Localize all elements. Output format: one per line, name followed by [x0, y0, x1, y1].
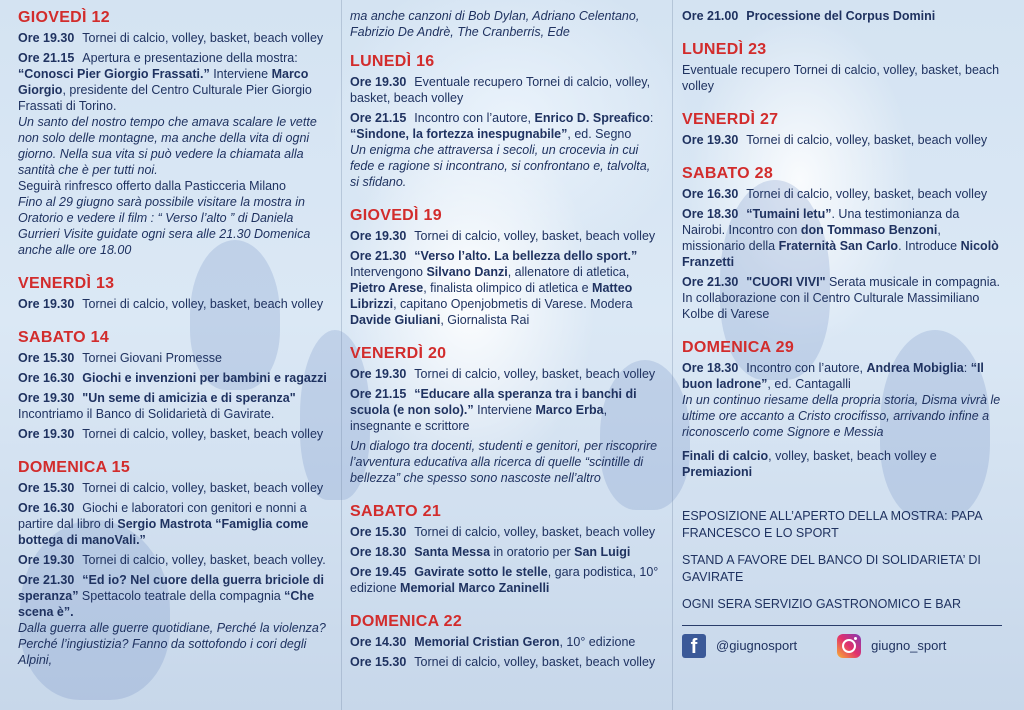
event-name: San Luigi — [574, 545, 631, 559]
event — [18, 390, 336, 422]
day-heading: SABATO 21 — [350, 503, 442, 520]
event-text: Tornei di calcio, volley, basket, beach volley — [414, 655, 656, 669]
event-text: , Giornalista Rai — [440, 313, 530, 327]
event-text: Eventuale recupero Tornei di calcio, volley, basket, beach volley — [682, 63, 1000, 93]
event — [18, 370, 336, 386]
event-title: “Tumaini letu” — [746, 207, 832, 221]
event-text: , allenatore di atletica, — [507, 265, 630, 279]
organization-name: Fraternità San Carlo — [778, 239, 899, 253]
event-description: Un santo del nostro tempo che amava scalare le vette non solo delle montagne, ma anche della vita di ogni giorno. Nella sua vita si può vedere la chiamata alla santità che è per tutti noi. — [18, 115, 317, 177]
event-time: Ore 15.30 — [350, 655, 407, 669]
event — [18, 480, 336, 496]
event-description: Dalla guerra alle guerre quotidiane, Perché la violenza? Perché l’ingiustizia? Fanno da sottofondo i cori degli Alpini, — [18, 621, 326, 667]
event-text: , 10° edizione — [559, 635, 636, 649]
event — [350, 564, 662, 596]
event-text: , ed. Cantagalli — [767, 377, 851, 391]
event-text: Tornei di calcio, volley, basket, beach volley — [82, 427, 324, 441]
event-text: Interviene — [209, 67, 269, 81]
event-time: Ore 19.30 — [350, 75, 407, 89]
event-title: Premiazioni — [682, 465, 753, 479]
event-text: . Introduce — [898, 239, 961, 253]
event — [682, 274, 1002, 322]
event-time: Ore 21.30 — [682, 275, 739, 289]
event-time: Ore 19.30 — [18, 31, 75, 45]
event-title: Memorial Cristian Geron — [414, 635, 560, 649]
day-heading: DOMENICA 22 — [350, 613, 463, 630]
column-3 — [682, 8, 1002, 658]
day-heading: GIOVEDÌ 19 — [350, 207, 442, 224]
note-exhibition: ESPOSIZIONE ALL’APERTO DELLA MOSTRA: PAPA FRANCESCO E LO SPORT — [682, 509, 982, 540]
event-text: : — [963, 361, 971, 375]
facebook-icon[interactable]: f — [682, 634, 706, 658]
event — [682, 186, 1002, 202]
event-time: Ore 19.30 — [18, 391, 75, 405]
social-links — [682, 634, 1002, 658]
speaker-name: Marco Giorgio — [18, 67, 309, 97]
event-time: Ore 19.30 — [350, 367, 407, 381]
speaker-name: Matteo Librizzi — [350, 281, 633, 311]
event-text: Tornei di calcio, volley, basket, beach volley — [414, 367, 656, 381]
event-time: Ore 15.30 — [18, 481, 75, 495]
event-title: Santa Messa — [414, 545, 491, 559]
event — [350, 654, 662, 670]
event-time: Ore 15.30 — [18, 351, 75, 365]
event-name: Memorial Marco Zaninelli — [400, 581, 550, 595]
event-title: “Il buon ladrone” — [682, 361, 984, 391]
fold-line-right — [672, 0, 673, 710]
event-time: Ore 21.15 — [350, 387, 407, 401]
event-description: Fino al 29 giugno sarà possibile visitare la mostra in Oratorio e vedere il film : “ Verso l’alto ” di Daniela Gurrieri Visite guidate ogni sera alle 21.30 Domenica anche alle ore 18.00 — [18, 195, 311, 257]
event — [682, 360, 1002, 440]
event — [350, 228, 662, 244]
day-heading: VENERDÌ 13 — [18, 275, 115, 292]
event — [350, 524, 662, 540]
event-text: Interviene — [473, 403, 536, 417]
speaker-name: Enrico D. Spreafico — [534, 111, 650, 125]
event-title: "CUORI VIVI" — [746, 275, 826, 289]
event-title: “Ed io? Nel cuore della guerra briciole di speranza” — [18, 573, 325, 603]
speaker-name: Silvano Danzi — [426, 265, 508, 279]
day-heading: LUNEDÌ 16 — [350, 53, 435, 70]
day-heading: DOMENICA 15 — [18, 459, 131, 476]
event-time: Ore 16.30 — [18, 371, 75, 385]
event — [18, 30, 336, 46]
note-food: OGNI SERA SERVIZIO GASTRONOMICO E BAR — [682, 597, 961, 611]
event-text: Tornei di calcio, volley, basket, beach volley — [82, 297, 324, 311]
event-description: Un dialogo tra docenti, studenti e genitori, per riscoprire l’avventura educativa alla ricerca di quelle “scintille di bellezza” che spesso sono nascoste nell’altro — [350, 439, 658, 485]
event-time: Ore 21.30 — [18, 573, 75, 587]
event-time: Ore 19.30 — [18, 297, 75, 311]
event — [350, 248, 662, 328]
event — [682, 206, 1002, 270]
speaker-name: Pietro Arese — [350, 281, 424, 295]
event-text: Tornei Giovani Promesse — [82, 351, 222, 365]
event-text: , missionario della — [682, 223, 941, 253]
event-text: Giochi e laboratori con genitori e nonni a partire dal libro di — [18, 501, 307, 531]
instagram-handle[interactable]: giugno_sport — [871, 638, 947, 653]
event — [18, 296, 336, 312]
event — [18, 426, 336, 442]
event-time: Ore 18.30 — [682, 207, 739, 221]
speaker-name: don Tommaso Benzoni — [800, 223, 938, 237]
day-heading: VENERDÌ 27 — [682, 111, 779, 128]
event — [18, 572, 336, 668]
event-time: Ore 19.30 — [682, 133, 739, 147]
event-time: Ore 21.15 — [18, 51, 75, 65]
day-heading: DOMENICA 29 — [682, 339, 795, 356]
event — [682, 448, 1002, 480]
event-text: Tornei di calcio, volley, basket, beach volley — [746, 133, 988, 147]
event-time: Ore 16.30 — [682, 187, 739, 201]
event-time: Ore 15.30 — [350, 525, 407, 539]
column-2 — [350, 8, 662, 674]
event-title: “Sindone, la fortezza inespugnabile” — [350, 127, 568, 141]
event-title: Gavirate sotto le stelle — [414, 565, 548, 579]
event-text: Spettacolo teatrale della compagnia — [78, 589, 285, 603]
event-text: Tornei di calcio, volley, basket, beach volley — [82, 31, 324, 45]
event-time: Ore 18.30 — [350, 545, 407, 559]
event-text: Incontro con l’autore, — [414, 111, 535, 125]
event-title: "Un seme di amicizia e di speranza" — [82, 391, 296, 405]
event-title: Giochi e invenzioni per bambini e ragazzi — [82, 371, 327, 385]
note-stand: STAND A FAVORE DEL BANCO DI SOLIDARIETA’ DI GAVIRATE — [682, 553, 981, 584]
speaker-name: Marco Erba — [535, 403, 604, 417]
speaker-name: Davide Giuliani — [350, 313, 441, 327]
speaker-name: Nicolò Franzetti — [682, 239, 999, 269]
event-time: Ore 16.30 — [18, 501, 75, 515]
event-text: , volley, basket, beach volley e — [768, 449, 937, 463]
divider — [682, 625, 1002, 626]
day-heading: SABATO 28 — [682, 165, 774, 182]
day-heading: VENERDÌ 20 — [350, 345, 447, 362]
event — [682, 8, 1002, 24]
event-title: “Educare alla speranza tra i banchi di scuola (e non solo).” — [350, 387, 637, 417]
speaker-name: Andrea Mobiglia — [866, 361, 964, 375]
event — [18, 350, 336, 366]
event-text: Serata musicale in compagnia. In collaborazione con il Centro Culturale Massimiliano Kolbe di Varese — [682, 275, 1000, 321]
event — [18, 50, 336, 258]
company-name: “Che scena è”. — [18, 589, 315, 619]
day-heading: GIOVEDÌ 12 — [18, 9, 110, 26]
event-text: , gara podistica, 10° edizione — [350, 565, 659, 595]
event-time: Ore 19.30 — [18, 427, 75, 441]
event-text: Incontriamo il Banco di Solidarietà di Gavirate. — [18, 407, 275, 421]
event — [682, 132, 1002, 148]
event-title: “Conosci Pier Giorgio Frassati.” — [18, 67, 210, 81]
event — [350, 386, 662, 486]
event — [682, 62, 1002, 94]
event-time: Ore 14.30 — [350, 635, 407, 649]
event-text: Apertura e presentazione della mostra: — [82, 51, 298, 65]
event-text: , finalista olimpico di atletica e — [423, 281, 593, 295]
event-time: Ore 21.15 — [350, 111, 407, 125]
event-text: Eventuale recupero Tornei di calcio, volley, basket, beach volley — [350, 75, 651, 105]
event-text: , presidente del Centro Culturale Pier Giorgio Frassati di Torino. — [18, 83, 312, 113]
event-text: . Una testimonianza da Nairobi. Incontro con — [682, 207, 960, 237]
event — [350, 74, 662, 106]
event-text: Tornei di calcio, volley, basket, beach volley — [746, 187, 988, 201]
speaker-name: Sergio Mastrota — [117, 517, 212, 531]
event-text: , insegnante e scrittore — [350, 403, 608, 433]
event — [18, 500, 336, 548]
event-text: Incontro con l’autore, — [746, 361, 867, 375]
event-time: Ore 18.30 — [682, 361, 739, 375]
day-heading: SABATO 14 — [18, 329, 110, 346]
event — [18, 552, 336, 568]
column-1 — [18, 8, 336, 672]
event: Ore 21.15 Incontro con l’autore, Enrico D. Spreafico: “Sindone, la fortezza inespugnabile”, ed. Segno Un enigma che attraversa i secoli, un crocevia in cui fede e ragione si incontrano, si confrontano e, talvolta, si sfidano. — [350, 110, 662, 190]
event-title: Finali di calcio — [682, 449, 769, 463]
event-time: Ore 21.30 — [350, 249, 407, 263]
event-text: Tornei di calcio, volley, basket, beach volley — [414, 229, 656, 243]
event-description: In un continuo riesame della propria storia, Disma vivrà le ultime ore accanto a Cristo crocifisso, arrivando infine a riconoscerlo come Signore e Messia — [682, 393, 1001, 439]
event — [350, 366, 662, 382]
event-text: Tornei di calcio, volley, basket, beach volley — [414, 525, 656, 539]
event-description-continued: ma anche canzoni di Bob Dylan, Adriano Celentano, Fabrizio De Andrè, The Cranberris, Ede — [350, 9, 640, 39]
event-text: in oratorio per — [490, 545, 575, 559]
event — [350, 634, 662, 650]
event-title: Processione del Corpus Domini — [746, 9, 936, 23]
event-title: “Verso l’alto. La bellezza dello sport.” — [414, 249, 638, 263]
event-time: Ore 19.30 — [18, 553, 75, 567]
event-text: , capitano Openjobmetis di Varese. Modera — [393, 297, 633, 311]
event-title: “Famiglia come bottega di manoVali.” — [18, 517, 309, 547]
event-text: Tornei di calcio, volley, basket, beach volley. — [82, 553, 326, 567]
event-time: Ore 19.45 — [350, 565, 407, 579]
event-text: , ed. Segno — [567, 127, 632, 141]
day-heading: LUNEDÌ 23 — [682, 41, 767, 58]
event-time: Ore 19.30 — [350, 229, 407, 243]
event-note: Seguirà rinfresco offerto dalla Pasticceria Milano — [18, 179, 286, 193]
event-description: Un enigma che attraversa i secoli, un crocevia in cui fede e ragione si incontrano, si confrontano e, talvolta, si sfidano. — [350, 143, 651, 189]
event-text: Intervengono — [350, 265, 427, 279]
event — [350, 544, 662, 560]
facebook-handle[interactable]: @giugnosport — [716, 638, 798, 653]
event-text: Tornei di calcio, volley, basket, beach volley — [82, 481, 324, 495]
fold-line-left — [341, 0, 342, 710]
event-time: Ore 21.00 — [682, 9, 739, 23]
instagram-icon[interactable] — [837, 634, 861, 658]
